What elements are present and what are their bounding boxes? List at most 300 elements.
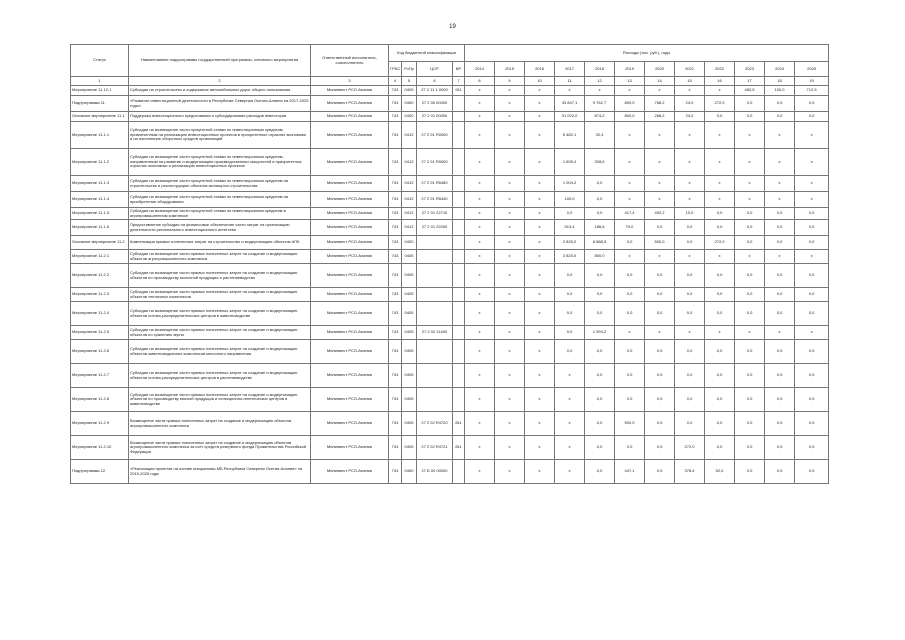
row-year-value: 33 847,1 xyxy=(555,96,585,112)
row-year-value: x xyxy=(675,192,705,208)
row-year-value: 0,0 xyxy=(765,288,795,302)
table-row xyxy=(71,288,829,302)
row-status: Мероприятие 11.2.3 xyxy=(71,288,129,302)
row-year-value: 1 695,4 xyxy=(555,149,585,176)
row-rzpr: 0405 xyxy=(402,250,417,264)
row-rzpr: 0405 xyxy=(402,264,417,288)
row-executor: Мининвест РСО-Алания xyxy=(311,176,389,192)
row-csr: 27 2 02 R4720 xyxy=(417,412,453,436)
row-vr xyxy=(453,460,465,484)
row-year-value: 0,0 xyxy=(645,364,675,388)
header-code-col: РзПр xyxy=(402,62,417,77)
row-executor: Мининвест РСО-Алания xyxy=(311,96,389,112)
header-col-number: 11 xyxy=(555,77,585,86)
row-grbs: 743 xyxy=(389,388,402,412)
row-year-value: 800,0 xyxy=(615,96,645,112)
row-year-value: 0,0 xyxy=(555,288,585,302)
header-col-number: 1 xyxy=(71,77,129,86)
row-year-value: 0,0 xyxy=(645,288,675,302)
row-rzpr: 0405 xyxy=(402,388,417,412)
row-year-value: 800,0 xyxy=(615,112,645,122)
row-year-value: 0,0 xyxy=(615,388,645,412)
row-name: Поддержка инвестиционного кредитования и субсидирования расходов инвесторов xyxy=(129,112,311,122)
row-year-value: x xyxy=(705,250,735,264)
row-year-value: x xyxy=(465,264,495,288)
header-col-number: 5 xyxy=(402,77,417,86)
row-year-value: 0,0 xyxy=(765,236,795,250)
row-year-value: x xyxy=(705,192,735,208)
row-vr xyxy=(453,326,465,340)
header-col-number: 14 xyxy=(645,77,675,86)
row-rzpr: 0412 xyxy=(402,176,417,192)
table-row xyxy=(71,326,829,340)
page-number: 19 xyxy=(449,24,456,30)
row-year-value: 417,4 xyxy=(615,208,645,220)
row-year-value: 0,0 xyxy=(735,302,765,326)
row-csr xyxy=(417,288,453,302)
row-rzpr: 0405 xyxy=(402,340,417,364)
row-year-value: 1 994,2 xyxy=(585,326,615,340)
row-year-value: x xyxy=(795,122,829,149)
row-year-value: x xyxy=(765,149,795,176)
row-vr xyxy=(453,288,465,302)
header-col-number: 9 xyxy=(495,77,525,86)
row-year-value: 0,0 xyxy=(645,220,675,236)
row-year-value: x xyxy=(495,86,525,96)
row-year-value: 0,0 xyxy=(705,412,735,436)
row-year-value: x xyxy=(525,149,555,176)
row-year-value: 0,0 xyxy=(585,176,615,192)
row-status: Подпрограмма 11 xyxy=(71,96,129,112)
row-csr xyxy=(417,364,453,388)
row-grbs: 743 xyxy=(389,96,402,112)
header-year: 2018 xyxy=(585,62,615,77)
row-year-value: x xyxy=(465,208,495,220)
expenses-table xyxy=(70,44,829,484)
row-rzpr: 0412 xyxy=(402,149,417,176)
row-year-value: 0,0 xyxy=(705,220,735,236)
row-year-value: 8 888,5 xyxy=(585,236,615,250)
row-year-value: x xyxy=(525,326,555,340)
row-executor: Мининвест РСО-Алания xyxy=(311,208,389,220)
row-year-value: x xyxy=(525,208,555,220)
row-year-value: x xyxy=(495,96,525,112)
row-year-value: 32,3 xyxy=(585,122,615,149)
row-grbs: 743 xyxy=(389,149,402,176)
row-csr: 27 2 01 00000 xyxy=(417,112,453,122)
row-year-value: x xyxy=(555,412,585,436)
row-year-value: x xyxy=(525,436,555,460)
header-year: 2023 xyxy=(735,62,765,77)
row-year-value: x xyxy=(465,96,495,112)
row-executor: Мининвест РСО-Алания xyxy=(311,86,389,96)
row-year-value: 0,0 xyxy=(675,264,705,288)
row-year-value: 0,0 xyxy=(795,96,829,112)
row-year-value: x xyxy=(525,86,555,96)
row-year-value: x xyxy=(675,86,705,96)
row-year-value: 268,2 xyxy=(645,112,675,122)
row-csr xyxy=(417,236,453,250)
row-year-value: x xyxy=(795,326,829,340)
row-year-value: 0,0 xyxy=(705,208,735,220)
row-year-value: 272,0 xyxy=(705,96,735,112)
row-year-value: 0,0 xyxy=(765,436,795,460)
row-year-value: 0,0 xyxy=(735,264,765,288)
row-executor: Мининвест РСО-Алания xyxy=(311,250,389,264)
row-year-value: x xyxy=(525,122,555,149)
row-year-value: 0,0 xyxy=(585,388,615,412)
row-year-value: 0,0 xyxy=(585,460,615,484)
row-year-value: 0,0 xyxy=(765,220,795,236)
table-row xyxy=(71,208,829,220)
row-year-value: x xyxy=(525,176,555,192)
row-year-value: x xyxy=(465,364,495,388)
row-year-value: 0,0 xyxy=(645,412,675,436)
row-year-value: 0,0 xyxy=(765,460,795,484)
row-rzpr: 0405 xyxy=(402,326,417,340)
row-year-value: 0,0 xyxy=(645,388,675,412)
row-year-value: x xyxy=(465,176,495,192)
row-year-value: 0,0 xyxy=(675,220,705,236)
row-year-value: 100,0 xyxy=(555,192,585,208)
row-year-value: x xyxy=(645,250,675,264)
row-vr: 811 xyxy=(453,412,465,436)
row-vr xyxy=(453,302,465,326)
row-name: Предоставление субсидии на финансовое обеспечение части затрат на организацию деятельности регионального инвестиционного агентства xyxy=(129,220,311,236)
row-year-value: x xyxy=(525,364,555,388)
row-status: Мероприятие 11.1.3 xyxy=(71,176,129,192)
row-year-value: 1 004,2 xyxy=(555,176,585,192)
header-year: 2016 xyxy=(525,62,555,77)
row-year-value: 0,0 xyxy=(585,192,615,208)
table-row xyxy=(71,192,829,208)
row-status: Основное мероприятие 11.2 xyxy=(71,236,129,250)
row-rzpr: 0400 xyxy=(402,112,417,122)
row-year-value: 0,0 xyxy=(675,236,705,250)
row-year-value: x xyxy=(495,364,525,388)
row-year-value: x xyxy=(465,412,495,436)
row-year-value: x xyxy=(555,364,585,388)
row-year-value: x xyxy=(735,326,765,340)
row-vr xyxy=(453,192,465,208)
row-year-value: 6 482,1 xyxy=(555,122,585,149)
row-vr xyxy=(453,364,465,388)
row-csr: 27 2 01 22710 xyxy=(417,208,453,220)
row-year-value: x xyxy=(795,250,829,264)
row-name: Субсидии на возмещение части прямых понесенных затрат на создание и модернизацию объектов животноводческих комплексов молочного направления xyxy=(129,340,311,364)
header-budget-code: Код бюджетной классификации xyxy=(389,45,465,62)
row-year-value: 0,0 xyxy=(645,302,675,326)
row-year-value: 0,0 xyxy=(795,412,829,436)
row-name: Субсидии на возмещение части прямых понесенных затрат на создание и модернизацию объектов по хранению зерна xyxy=(129,326,311,340)
row-name: Субсидии на возмещение части процентной ставки по инвестиционным кредитам, привлеченным на реализацию инвестиционных проектов в приоритетных отраслях экономики и на пополнение оборотных средств организаций xyxy=(129,122,311,149)
row-year-value: x xyxy=(495,412,525,436)
row-csr: 27 2 00 00000 xyxy=(417,96,453,112)
row-year-value: 0,0 xyxy=(645,436,675,460)
row-year-value: x xyxy=(465,340,495,364)
row-executor: Мининвест РСО-Алания xyxy=(311,302,389,326)
row-status: Мероприятие 11.1.5 xyxy=(71,208,129,220)
row-year-value: x xyxy=(465,302,495,326)
row-year-value: x xyxy=(465,236,495,250)
row-grbs: 743 xyxy=(389,192,402,208)
row-year-value: x xyxy=(645,326,675,340)
row-rzpr: 0405 xyxy=(402,436,417,460)
row-year-value: 0,0 xyxy=(585,208,615,220)
row-year-value: 500,0 xyxy=(645,236,675,250)
row-csr: 27 2 02 11430 xyxy=(417,326,453,340)
row-vr xyxy=(453,220,465,236)
header-col-number: 7 xyxy=(453,77,465,86)
row-status: Мероприятие 11.2.6 xyxy=(71,340,129,364)
row-year-value: 0,0 xyxy=(765,96,795,112)
row-name: Субсидии на возмещение части процентной ставки по инвестиционным кредитам на приобретение оборудования xyxy=(129,192,311,208)
table-row xyxy=(71,264,829,288)
row-name: «Развитие инвестиционной деятельности в Республике Северная Осетия-Алания на 2017-2025 годы» xyxy=(129,96,311,112)
row-name: «Реализация проектов на основе инициативы МБ Республики Северная Осетия-Алания» на 2019-2025 годы xyxy=(129,460,311,484)
row-year-value: 0,0 xyxy=(615,264,645,288)
row-year-value: x xyxy=(465,388,495,412)
row-year-value: 0,0 xyxy=(735,340,765,364)
row-year-value: x xyxy=(495,176,525,192)
row-year-value: x xyxy=(735,250,765,264)
row-year-value: 0,0 xyxy=(705,340,735,364)
row-year-value: 0,0 xyxy=(675,388,705,412)
row-rzpr: 0405 xyxy=(402,412,417,436)
row-status: Мероприятие 11.2.9 xyxy=(71,412,129,436)
row-year-value: x xyxy=(525,412,555,436)
row-year-value: 0,0 xyxy=(735,364,765,388)
row-name: Субсидии на возмещение части процентной ставки по инвестиционным кредитам на строительство и реконструкцию объектов жилищного строительства xyxy=(129,176,311,192)
row-year-value: x xyxy=(765,122,795,149)
row-year-value: 447,1 xyxy=(615,460,645,484)
row-year-value: x xyxy=(675,149,705,176)
row-year-value: x xyxy=(525,220,555,236)
row-year-value: x xyxy=(795,192,829,208)
row-csr xyxy=(417,302,453,326)
row-status: Основное мероприятие 11.1 xyxy=(71,112,129,122)
row-year-value: x xyxy=(675,250,705,264)
row-year-value: 0,0 xyxy=(585,412,615,436)
row-year-value: x xyxy=(555,436,585,460)
row-grbs: 743 xyxy=(389,176,402,192)
row-year-value: 0,0 xyxy=(615,364,645,388)
row-csr: 27 2 02 R4721 xyxy=(417,436,453,460)
header-year: 2014 xyxy=(465,62,495,77)
row-grbs: 743 xyxy=(389,236,402,250)
row-csr: 27 2 01 R0000 xyxy=(417,122,453,149)
row-year-value: x xyxy=(495,436,525,460)
row-year-value: x xyxy=(495,326,525,340)
row-grbs: 743 xyxy=(389,86,402,96)
row-executor: Мининвест РСО-Алания xyxy=(311,112,389,122)
row-status: Мероприятие 11.2.4 xyxy=(71,302,129,326)
row-grbs: 743 xyxy=(389,326,402,340)
header-col-number: 3 xyxy=(311,77,389,86)
row-executor: Мининвест РСО-Алания xyxy=(311,220,389,236)
row-year-value: 52,0 xyxy=(705,460,735,484)
header-col-number: 16 xyxy=(705,77,735,86)
row-year-value: x xyxy=(465,250,495,264)
row-year-value: 0,0 xyxy=(615,302,645,326)
row-rzpr: 0405 xyxy=(402,288,417,302)
header-col-number: 8 xyxy=(465,77,495,86)
row-csr: 27 2 01 R5440 xyxy=(417,192,453,208)
header-executor: Ответственный исполнитель, соисполнитель xyxy=(311,45,389,77)
row-year-value: 31 022,0 xyxy=(555,112,585,122)
row-executor: Мининвест РСО-Алания xyxy=(311,436,389,460)
row-year-value: x xyxy=(495,192,525,208)
row-year-value: x xyxy=(495,208,525,220)
row-year-value: x xyxy=(705,176,735,192)
row-year-value: 0,0 xyxy=(705,436,735,460)
table-row xyxy=(71,220,829,236)
row-year-value: 272,0 xyxy=(675,436,705,460)
row-vr xyxy=(453,176,465,192)
row-year-value: x xyxy=(615,176,645,192)
row-year-value: x xyxy=(735,176,765,192)
table-row xyxy=(71,122,829,149)
header-col-number: 10 xyxy=(525,77,555,86)
row-grbs: 743 xyxy=(389,250,402,264)
table-row xyxy=(71,340,829,364)
row-csr: 27 2 01 R5480 xyxy=(417,176,453,192)
row-year-value: 0,0 xyxy=(795,364,829,388)
row-year-value: x xyxy=(525,192,555,208)
table-row xyxy=(71,388,829,412)
row-year-value: 0,0 xyxy=(735,436,765,460)
row-year-value: 0,0 xyxy=(795,436,829,460)
row-year-value: x xyxy=(645,122,675,149)
row-year-value: 0,0 xyxy=(705,302,735,326)
row-year-value: 0,0 xyxy=(705,288,735,302)
row-year-value: 24,0 xyxy=(675,112,705,122)
row-year-value: 70,0 xyxy=(615,220,645,236)
row-year-value: 0,0 xyxy=(765,364,795,388)
row-grbs: 743 xyxy=(389,364,402,388)
row-year-value: 0,0 xyxy=(615,236,645,250)
row-vr xyxy=(453,208,465,220)
header-year: 2015 xyxy=(495,62,525,77)
table-row xyxy=(71,436,829,460)
row-year-value: 0,0 xyxy=(765,388,795,412)
row-year-value: x xyxy=(615,149,645,176)
row-year-value: x xyxy=(765,176,795,192)
row-year-value: x xyxy=(465,288,495,302)
row-year-value: 186,6 xyxy=(585,220,615,236)
row-year-value: x xyxy=(735,122,765,149)
row-year-value: x xyxy=(465,112,495,122)
row-year-value: x xyxy=(495,340,525,364)
row-year-value: 800,0 xyxy=(585,250,615,264)
row-rzpr: 0405 xyxy=(402,364,417,388)
row-year-value: x xyxy=(615,86,645,96)
row-year-value: x xyxy=(645,192,675,208)
row-year-value: x xyxy=(495,122,525,149)
row-rzpr: 0409 xyxy=(402,86,417,96)
row-grbs: 743 xyxy=(389,302,402,326)
row-name: Субсидии на возмещение части процентной ставки по инвестиционным кредитам, направленным на развитие и модернизацию производственных мощностей в приоритетных отраслях экономики и реализацию инвестиционных проектов xyxy=(129,149,311,176)
row-vr xyxy=(453,96,465,112)
row-vr: 811 xyxy=(453,436,465,460)
row-vr xyxy=(453,112,465,122)
row-year-value: 500,0 xyxy=(615,412,645,436)
row-csr: 27 Б 00 00000 xyxy=(417,460,453,484)
row-name: Субсидии на возмещение части прямых понесенных затрат на создание и модернизацию объектов по производству молочной продукции и растениеводства xyxy=(129,264,311,288)
row-year-value: 0,0 xyxy=(705,112,735,122)
row-year-value: 0,0 xyxy=(585,302,615,326)
table-row xyxy=(71,412,829,436)
header-status: Статус xyxy=(71,45,129,77)
row-vr xyxy=(453,388,465,412)
row-year-value: 0,0 xyxy=(795,388,829,412)
header-col-number: 6 xyxy=(417,77,453,86)
row-year-value: x xyxy=(465,436,495,460)
row-year-value: x xyxy=(525,302,555,326)
row-grbs: 743 xyxy=(389,460,402,484)
row-year-value: x xyxy=(525,250,555,264)
row-year-value: 768,2 xyxy=(645,96,675,112)
row-name: Субсидии на строительство и содержание автомобильных дорог общего пользования xyxy=(129,86,311,96)
row-year-value: 0,0 xyxy=(585,340,615,364)
row-year-value: x xyxy=(495,250,525,264)
row-year-value: 100,0 xyxy=(765,86,795,96)
row-year-value: 0,0 xyxy=(765,412,795,436)
row-year-value: 378,4 xyxy=(675,460,705,484)
row-year-value: x xyxy=(465,460,495,484)
row-name: Субсидии на возмещение части прямых понесенных затрат на создание и модернизацию объектов оптово-распределительных центров в животноводстве xyxy=(129,302,311,326)
row-year-value: x xyxy=(645,176,675,192)
header-col-number: 13 xyxy=(615,77,645,86)
row-executor: Мининвест РСО-Алания xyxy=(311,192,389,208)
row-year-value: 0,0 xyxy=(585,364,615,388)
row-year-value: x xyxy=(495,236,525,250)
row-year-value: 0,0 xyxy=(795,340,829,364)
row-grbs: 743 xyxy=(389,208,402,220)
row-year-value: 0,0 xyxy=(615,436,645,460)
row-year-value: 0,0 xyxy=(795,460,829,484)
row-year-value: x xyxy=(555,460,585,484)
header-expenses: Расходы (тыс. руб.), годы xyxy=(465,45,829,62)
row-status: Мероприятие 11.2.10 xyxy=(71,436,129,460)
row-year-value: x xyxy=(525,96,555,112)
row-year-value: 0,0 xyxy=(675,340,705,364)
row-year-value: 0,0 xyxy=(705,264,735,288)
row-year-value: 0,0 xyxy=(795,264,829,288)
row-name: Субсидии на возмещение части прямых понесенных затрат на создание и модернизацию объектов тепличных комплексов xyxy=(129,288,311,302)
row-csr: 27 2 01 R0000 xyxy=(417,149,453,176)
row-csr xyxy=(417,340,453,364)
row-year-value: x xyxy=(525,460,555,484)
row-year-value: x xyxy=(795,176,829,192)
row-year-value: x xyxy=(525,340,555,364)
row-executor: Мининвест РСО-Алания xyxy=(311,288,389,302)
row-status: Мероприятие 11.2.2 xyxy=(71,264,129,288)
table-row xyxy=(71,460,829,484)
row-grbs: 743 xyxy=(389,288,402,302)
row-year-value: 0,0 xyxy=(765,112,795,122)
row-executor: Мининвест РСО-Алания xyxy=(311,388,389,412)
table-row xyxy=(71,302,829,326)
row-year-value: x xyxy=(525,112,555,122)
row-rzpr: 0412 xyxy=(402,192,417,208)
row-year-value: 0,0 xyxy=(735,208,765,220)
header-year: 2021 xyxy=(675,62,705,77)
row-grbs: 743 xyxy=(389,264,402,288)
row-year-value: 2 825,0 xyxy=(555,236,585,250)
row-name: Субсидии на возмещение части процентной ставки по инвестиционным кредитам в агропромышленном комплексе xyxy=(129,208,311,220)
row-grbs: 743 xyxy=(389,412,402,436)
